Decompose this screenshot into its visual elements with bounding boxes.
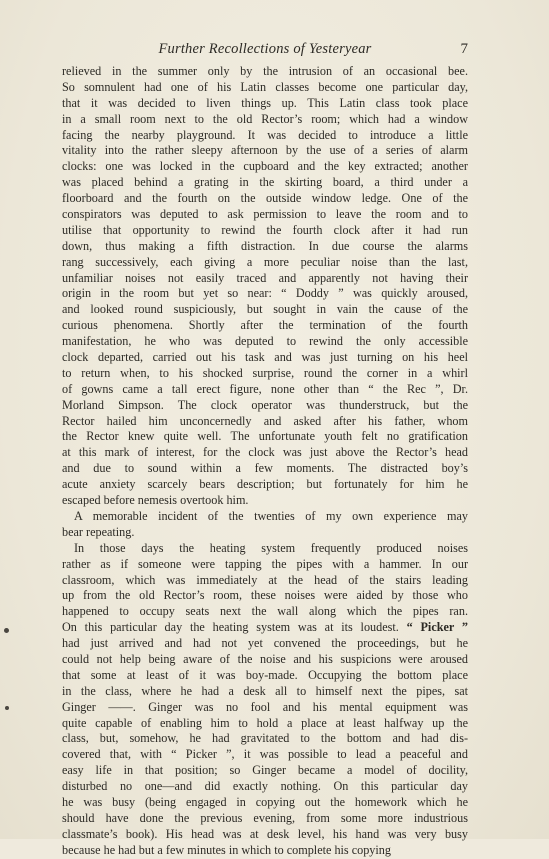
text-line: clock departed, carried out his task and was just turning on his heel [62,350,468,365]
text-line: and looked round suspiciously, but sought in vain the cause of the [62,302,468,317]
text-line: On this particular day the heating system was at its loudest. “ Picker ” [62,620,468,635]
bold-nickname: “ Picker ” [406,620,468,635]
text-line: of gowns came a tall erect figure, none other than “ the Rec ”, Dr. [62,381,468,396]
text-line: manifestation, he who was deputed to rewind the only accessible [62,334,468,349]
text-line: Morland Simpson. The clock operator was thunderstruck, but the [62,397,468,412]
body-text [62,64,468,859]
paragraph-start-line: A memorable incident of the twenties of my own experience may [74,508,468,523]
text-line: in the class, where he had a desk all to himself next the pipes, sat [62,683,468,698]
text-line: origin in the room but yet so near: “ Doddy ” was quickly aroused, [62,286,468,301]
text-line: vitality into the rather sleepy afternoon by the use of a series of alarm [62,143,468,158]
text-line: he was busy (being engaged in copying out the homework which he [62,794,468,809]
text-line: So somnulent had one of his Latin classes become one particular day, [62,79,468,94]
text-line: rather as if someone were tapping the pipes with a hammer. In our [62,556,468,571]
margin-dot-mark [4,628,9,633]
text-line: the Rector knew quite well. The unfortunate youth felt no gratification [62,429,468,444]
text-line: Rector hailed him unconcernedly and asked after his father, whom [62,413,468,428]
text-line: and due to sound within a few moments. The distracted boy’s [62,461,468,476]
text-line: could not help being aware of the noise and his suspicions were aroused [62,651,468,666]
text-line: should have done the previous evening, from some more industrious [62,810,468,825]
text-line: acute anxiety scarcely bears description; but fortunately for him he [62,477,468,492]
text-line: had just arrived and had not yet convened the proceedings, but he [62,636,468,651]
text-line: because he had but a few minutes in which to complete his copying [62,842,391,857]
text-line: rang successively, each giving a more peculiar noise than the last, [62,254,468,269]
text-line: down, thus making a fifth distraction. In due course the alarms [62,238,468,253]
text-line: was placed behind a grating in the skirting board, a third under a [62,175,468,190]
text-line: disturbed no one—and did exactly nothing. On this particular day [62,779,468,794]
text-line: that it was decided to liven things up. This Latin class took place [62,95,468,110]
text-line: floorboard and the fourth on the outside window ledge. One of the [62,191,468,206]
text-line: clocks: one was locked in the cupboard and the key extracted; another [62,159,468,174]
paragraph-end-line: escaped before nemesis overtook him. [62,493,249,508]
text-line: classroom, which was immediately at the head of the stairs leading [62,572,468,587]
text-line: classmate’s book). His head was at desk level, his hand was very busy [62,826,468,841]
paragraph-end-line: bear repeating. [62,524,135,539]
margin-dot-mark [5,706,9,710]
text-line: conspirators was deputed to ask permission to leave the room and to [62,207,468,222]
text-line: in a small room next to the old Rector’s room; which had a window [62,111,468,126]
text-line: facing the nearby playground. It was decided to introduce a little [62,127,468,142]
running-title: Further Recollections of Yesteryear [158,41,372,57]
text-line: class, but, somehow, he had gravitated to the bottom and had dis- [62,731,468,746]
page-header [62,41,468,59]
text-line: up from the old Rector’s room, these noises were aided by those who [62,588,468,603]
text-line: Ginger ——. Ginger was no fool and his mental equipment was [62,699,468,714]
page-number: 7 [460,41,468,57]
text-line: that some at least of it was boy-made. Occupying the bottom place [62,667,468,682]
text-line: utilise that opportunity to rewind the fourth clock after it had run [62,222,468,237]
text-line: easy life in that position; so Ginger became a model of docility, [62,763,468,778]
paragraph-start-line: In those days the heating system frequently produced noises [74,540,468,555]
text-line: unfamiliar noises not easily traced and apparently not having their [62,270,468,285]
text-line: relieved in the summer only by the intrusion of an occasional bee. [62,64,468,78]
text-line: at this mark of interest, for the clock was just above the Rector’s head [62,445,468,460]
text-line: curious phenomena. Shortly after the termination of the fourth [62,318,468,333]
text-line: to return when, to his shocked surprise, round the corner in a whirl [62,365,468,380]
text-line: quite capable of enabling him to hold a place at least halfway up the [62,715,468,730]
text-line: covered that, with “ Picker ”, it was possible to lead a peaceful and [62,747,468,762]
text-line: happened to occupy seats next the wall along which the pipes ran. [62,604,468,619]
